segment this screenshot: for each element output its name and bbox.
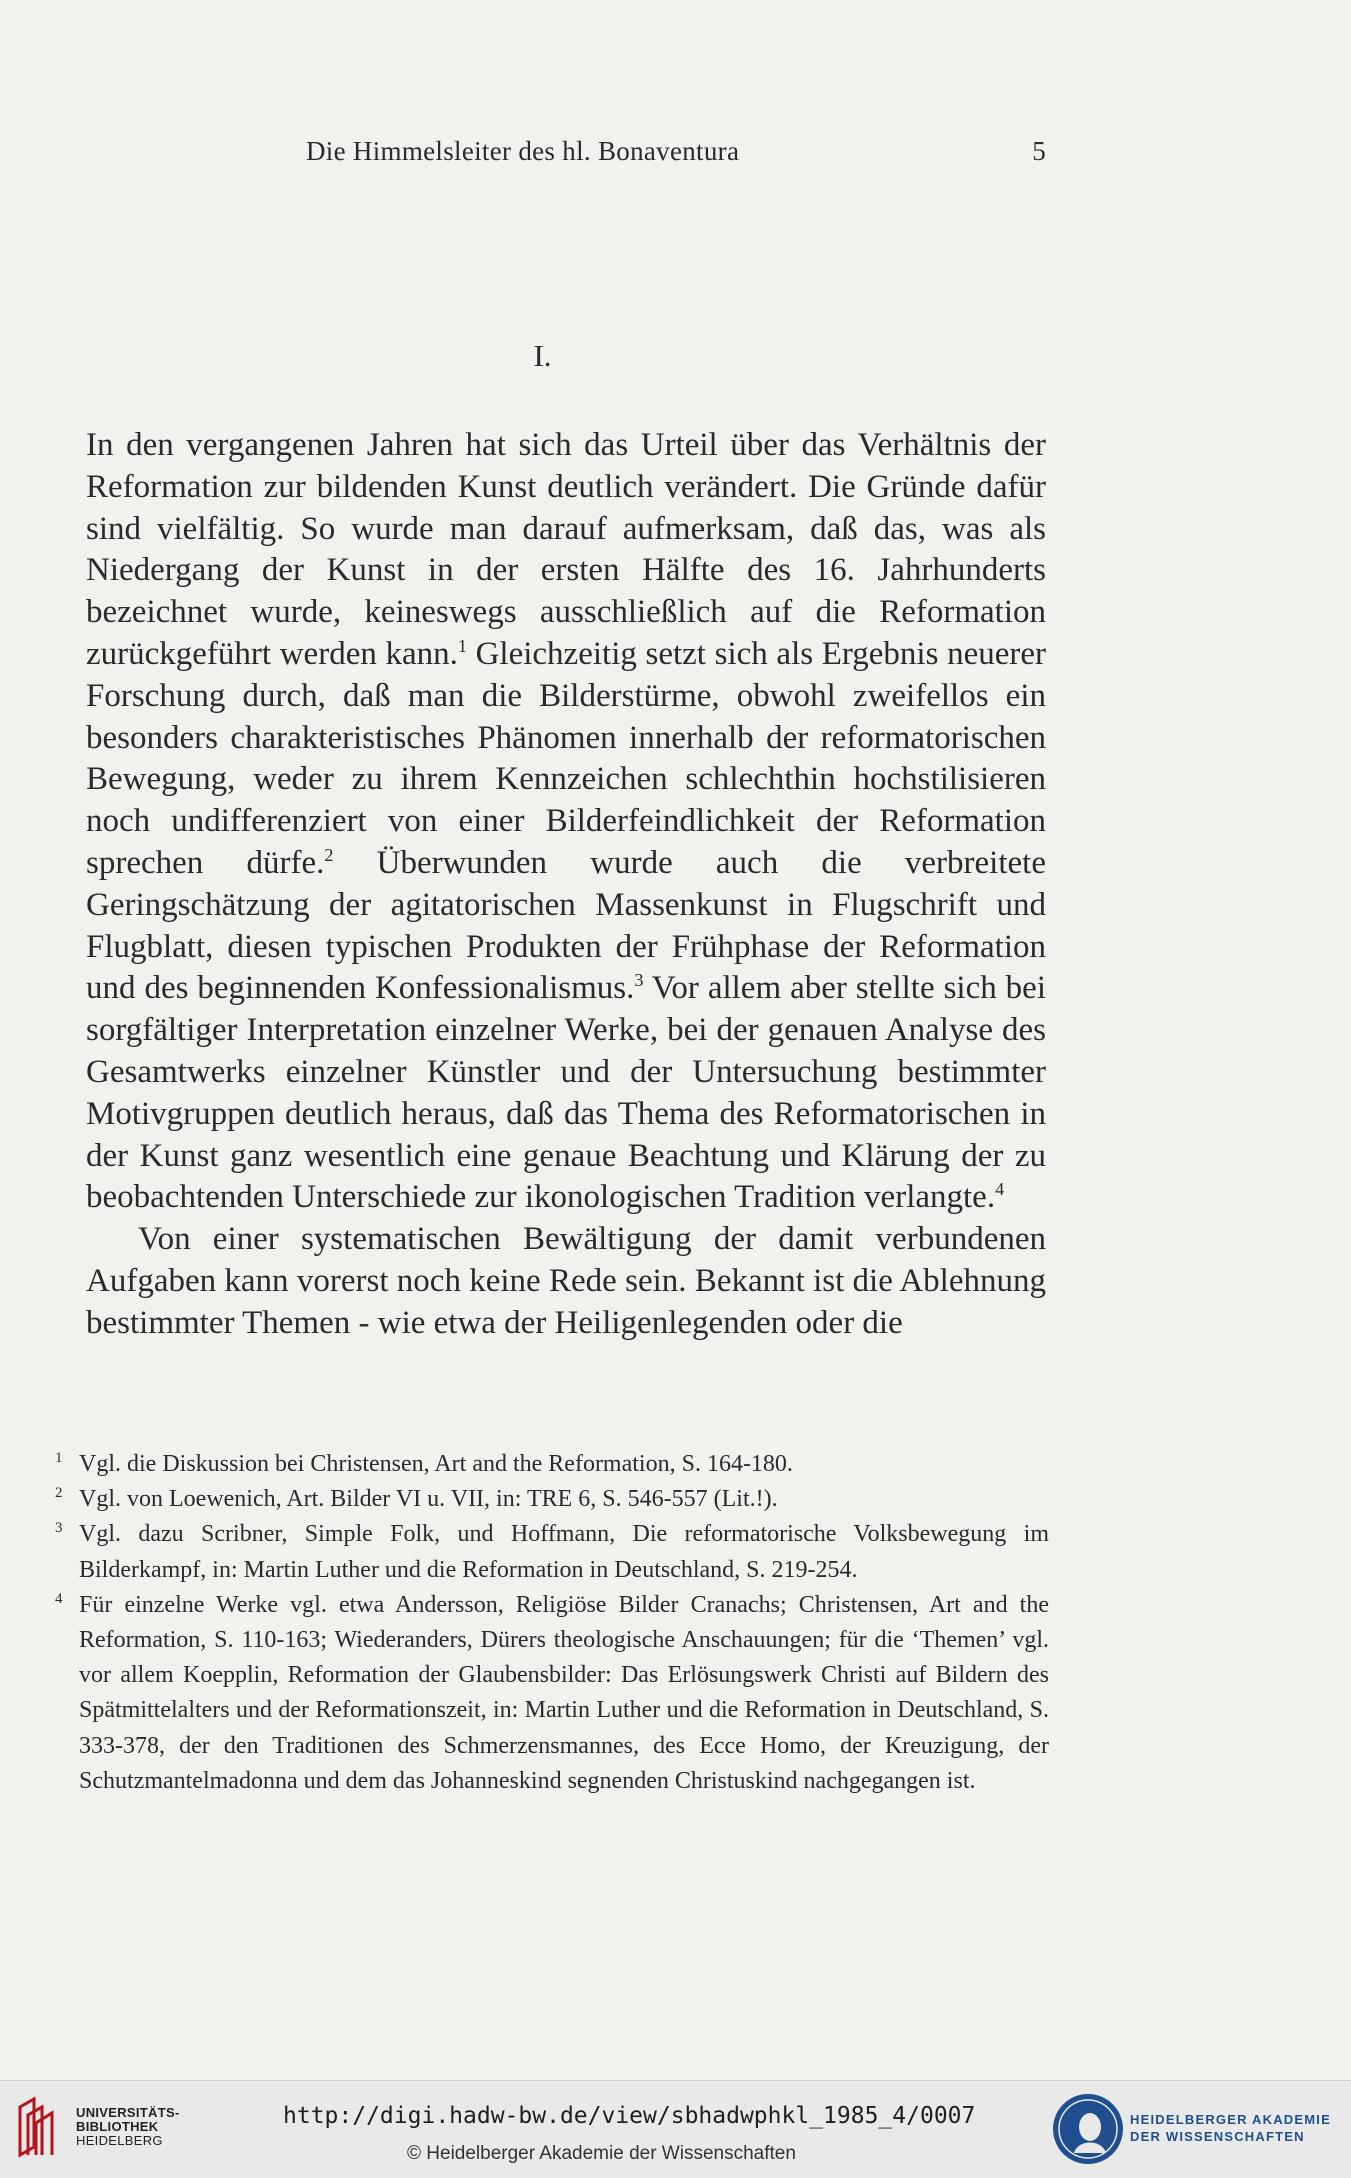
library-line-3: HEIDELBERG [76, 2133, 163, 2148]
footnote [55, 1517, 1049, 1587]
footnote-ref-1[interactable]: 1 [457, 635, 467, 656]
paragraph-1-part-d: Vor allem aber stellte sich bei sorgfältiger Interpretation einzelner Werke, bei der genauen Analyse des Gesamtwerks einzelner Künstler und der Untersuchung bestimmter Motivgruppen deutlich heraus, daß das Thema des Reformatorischen in der Kunst ganz wesentlich eine genaue Beachtung und Klärung der zu beobachtenden Unterschiede zur ikonologischen Tradition verlangte. [86, 970, 1046, 1216]
footnote [55, 1447, 1049, 1482]
footnote-marker: 4 [55, 1590, 63, 1607]
academy-seal-icon[interactable] [1050, 2091, 1126, 2167]
paragraph-1-part-b: Gleichzeitig setzt sich als Ergebnis neuerer Forschung durch, daß man die Bilderstürme, obwohl zweifellos ein besonders charakteristisches Phänomen innerhalb der reformatorischen Bewegung, weder zu ihrem Kennzeichen schlechthin hochstilisieren noch undifferenziert von einer Bilderfeindlichkeit der Reformation sprechen dürfe. [86, 635, 1046, 881]
copyright-notice: © Heidelberger Akademie der Wissenschaften [407, 2143, 796, 2164]
paragraph-1-part-c: Überwunden wurde auch die verbreitete Geringschätzung der agitatorischen Massenkunst in Flugschrift und Flugblatt, diesen typischen Produkten der Frühphase der Reformation und des beginnenden Konfessionalismus. [86, 844, 1046, 1007]
page-number: 5 [1032, 136, 1046, 166]
viewer-footer [0, 2080, 1351, 2178]
running-title: Die Himmelsleiter des hl. Bonaventura [306, 136, 740, 166]
footnote-text: Vgl. von Loewenich, Art. Bilder VI u. VII, in: TRE 6, S. 546-557 (Lit.!). [79, 1486, 778, 1513]
footnote-ref-2[interactable]: 2 [324, 844, 334, 865]
paragraph-1 [86, 425, 1046, 1219]
academy-line-2: DER WISSENSCHAFTEN [1130, 2129, 1305, 2144]
paragraph-1-part-a: In den vergangenen Jahren hat sich das Urteil über das Verhältnis der Reformation zur bildenden Kunst deutlich verändert. Die Gründe dafür sind vielfältig. So wurde man darauf aufmerksam, daß das, was als Niedergang der Kunst in der ersten Hälfte des 16. Jahrhunderts bezeichnet wurde, keineswegs ausschließlich auf die Reformation zurückgeführt werden kann. [86, 427, 1046, 672]
footnote-text: Vgl. dazu Scribner, Simple Folk, und Hoffmann, Die reformatorische Volksbewegung im Bilderkampf, in: Martin Luther und die Reformation in Deutschland, S. 219-254. [79, 1521, 1049, 1583]
body-text [86, 425, 1046, 1345]
academy-line-1: HEIDELBERGER AKADEMIE [1130, 2112, 1331, 2127]
library-line-1: UNIVERSITÄTS- [76, 2105, 180, 2120]
paragraph-2: Von einer systematischen Bewältigung der damit verbundenen Aufgaben kann vorerst noch keine Rede sein. Bekannt ist die Ablehnung bestimmter Themen - wie etwa der Heiligenlegenden oder die [86, 1221, 1046, 1341]
footnote-marker: 1 [55, 1450, 63, 1466]
library-line-2: BIBLIOTHEK [76, 2119, 159, 2134]
footnote-ref-3[interactable]: 3 [634, 970, 644, 991]
footnotes [55, 1447, 1049, 1799]
section-number: I. [533, 338, 552, 373]
footnote-text: Für einzelne Werke vgl. etwa Andersson, Religiöse Bilder Cranachs; Christensen, Art and the Reformation, S. 110-163; Wiederanders, Dürers theologische Anschauungen; für die ‘Themen’ vgl. vor allem Koepplin, Reformation der Glaubensbilder: Das Erlösungswerk Christi auf Bildern des Spätmittelalters und der Reformationszeit, in: Martin Luther und die Reformation in Deutschland, S. 333-378, der den Traditionen des Schmerzensmannes, des Ecce Homo, der Kreuzigung, der Schutzmantelmadonna und dem das Johanneskind segnenden Christuskind nachgegangen ist. [79, 1591, 1049, 1794]
university-library-logo[interactable] [14, 2095, 58, 2159]
footnote-marker: 3 [55, 1520, 63, 1537]
footnote [55, 1588, 1049, 1799]
footnote-text: Vgl. die Diskussion bei Christensen, Art and the Reformation, S. 164-180. [79, 1451, 793, 1477]
academy-name [1130, 2111, 1331, 2145]
footnote-marker: 2 [55, 1485, 63, 1502]
permalink-url[interactable]: http://digi.hadw-bw.de/view/sbhadwphkl_1985_4/0007 [283, 2103, 976, 2129]
university-library-name [76, 2106, 180, 2148]
footnote-ref-4[interactable]: 4 [995, 1179, 1005, 1200]
footnote [55, 1482, 1049, 1517]
